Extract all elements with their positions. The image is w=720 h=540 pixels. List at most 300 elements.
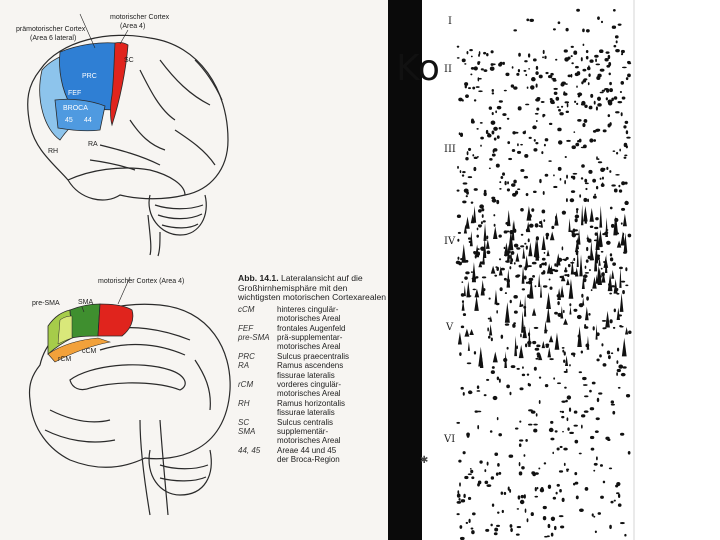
cell-body: [473, 167, 476, 171]
cell-body: [483, 52, 486, 55]
cell-body: [537, 355, 541, 358]
cell-body: [534, 327, 539, 329]
cell-body: [574, 425, 578, 427]
cell-body: [611, 184, 615, 186]
cell-body: [497, 377, 499, 381]
cell-body: [482, 276, 486, 278]
cell-body: [595, 430, 599, 433]
cell-body: [536, 120, 538, 122]
cell-body: [614, 500, 616, 502]
cell-body: [516, 247, 520, 249]
cell-body: [581, 294, 583, 298]
cell-body: [608, 355, 611, 359]
cell-body: [519, 421, 521, 423]
cell-body: [472, 512, 476, 515]
cell-body: [487, 134, 491, 138]
cell-body: [533, 58, 537, 61]
cell-body: [528, 332, 530, 336]
cell-body: [487, 462, 489, 466]
cell-body: [527, 265, 531, 267]
cell-body: [571, 55, 573, 57]
cell-body: [617, 348, 619, 352]
cell-body: [520, 333, 522, 337]
cell-body: [584, 410, 589, 413]
cell-body: [611, 400, 614, 403]
cell-body: [545, 174, 549, 177]
cell-body: [476, 86, 480, 88]
cell-body: [524, 176, 528, 179]
cell-body: [567, 395, 571, 399]
cell-body: [573, 483, 575, 486]
cell-body: [620, 522, 625, 524]
cell-body: [583, 198, 587, 202]
cell-body: [573, 173, 578, 175]
cell-body: [513, 86, 517, 89]
cell-body: [562, 431, 564, 433]
cell-body: [552, 269, 556, 271]
cell-body: [474, 99, 476, 101]
cell-body: [556, 492, 558, 495]
cell-body: [518, 495, 521, 499]
cell-body: [583, 44, 585, 46]
label-sma: SMA: [78, 299, 94, 306]
cell-body: [505, 222, 509, 225]
cell-body: [481, 208, 484, 211]
cell-body: [507, 347, 509, 350]
cell-body: [481, 221, 483, 224]
medial-brainstem: [140, 420, 168, 515]
cell-body: [562, 347, 565, 349]
cell-body: [596, 186, 598, 190]
cell-body: [464, 276, 468, 279]
glossary-term: PRC: [238, 351, 255, 361]
cell-body: [559, 112, 563, 115]
cell-body: [611, 404, 615, 406]
cell-body: [526, 19, 529, 22]
cell-body: [494, 137, 497, 140]
label-rh: RH: [48, 148, 59, 155]
cell-body: [628, 451, 631, 455]
cell-body: [504, 251, 508, 254]
glossary-definition: motorisches Areal: [277, 314, 341, 324]
cell-body: [567, 274, 569, 277]
cell-body: [500, 287, 503, 291]
cell-body: [617, 369, 621, 372]
cell-body: [578, 334, 581, 337]
cell-body: [583, 384, 588, 386]
cell-body: [595, 58, 597, 62]
cell-body: [628, 234, 632, 238]
cell-body: [542, 56, 544, 58]
cell-body: [550, 438, 554, 441]
layer-label-vi: VI: [444, 434, 456, 445]
cell-body: [525, 104, 529, 106]
cell-body: [544, 56, 546, 59]
cell-body: [487, 327, 489, 331]
cell-body: [471, 530, 475, 534]
medial-cerebellum: [149, 450, 211, 495]
cell-body: [543, 50, 545, 54]
cell-body: [524, 154, 528, 158]
cell-body: [521, 234, 524, 236]
cell-body: [614, 96, 618, 100]
glossary-term: [238, 389, 275, 398]
cell-body: [499, 258, 501, 260]
cell-body: [612, 26, 616, 29]
cell-body: [577, 71, 581, 75]
cell-body: [565, 83, 568, 85]
glossary-definition: Areae 44 und 45: [277, 445, 337, 455]
cell-body: [575, 218, 578, 222]
cell-body: [554, 312, 558, 315]
cell-body: [614, 218, 618, 222]
cell-body: [618, 503, 622, 507]
cell-body: [585, 266, 587, 269]
cell-body: [520, 500, 525, 504]
cell-body: [491, 63, 494, 66]
cell-body: [584, 395, 588, 397]
cell-body: [578, 95, 581, 97]
cell-body: [618, 364, 623, 368]
cell-body: [601, 184, 605, 187]
cell-body: [622, 96, 626, 99]
cell-body: [561, 106, 563, 108]
cell-body: [581, 177, 583, 179]
cell-body: [594, 463, 598, 466]
cell-body: [585, 183, 589, 185]
cell-body: [468, 148, 471, 151]
cell-body: [478, 54, 480, 57]
cell-body: [612, 262, 616, 265]
cell-body: [524, 60, 527, 62]
cell-body: [589, 59, 593, 63]
cell-body: [595, 232, 598, 235]
cell-body: [520, 208, 524, 212]
cell-body: [626, 137, 630, 139]
cell-body: [598, 512, 601, 515]
cell-body: [588, 73, 590, 77]
cell-body: [484, 394, 487, 396]
cell-body: [489, 297, 491, 299]
glossary-term: [238, 314, 275, 323]
cell-body: [558, 109, 561, 112]
cell-body: [583, 145, 587, 149]
cell-body: [462, 59, 466, 63]
cell-body: [610, 207, 613, 210]
cell-body: [625, 285, 628, 287]
cell-body: [496, 525, 500, 527]
cell-body: [486, 379, 489, 381]
cell-body: [479, 204, 484, 208]
cell-body: [553, 88, 557, 90]
cell-body: [621, 208, 625, 211]
cell-body: [490, 67, 495, 71]
cell-body: [582, 69, 586, 72]
cell-body: [553, 186, 557, 188]
cell-body: [566, 175, 568, 179]
cell-body: [625, 182, 628, 185]
cell-body: [616, 360, 618, 364]
cell-body: [524, 276, 527, 280]
cell-body: [579, 509, 584, 512]
cell-body: [615, 174, 619, 176]
cell-body: [549, 279, 551, 281]
glossary-definition: motorisches Areal: [277, 436, 341, 446]
cell-body: [595, 531, 597, 534]
cell-body: [600, 496, 604, 499]
cell-body: [584, 278, 587, 281]
cell-body: [584, 326, 588, 329]
cell-body: [565, 267, 567, 271]
cell-body: [610, 257, 613, 261]
glossary-term: [238, 342, 275, 351]
cell-body: [541, 101, 545, 103]
cell-body: [557, 448, 560, 451]
cell-body: [603, 363, 607, 367]
cell-body: [626, 130, 628, 134]
label-prc: PRC: [82, 73, 97, 80]
cell-body: [575, 440, 579, 444]
cell-body: [478, 209, 482, 213]
cell-body: [617, 101, 622, 103]
cell-body: [535, 285, 537, 287]
label-motor-area-top: (Area 4): [120, 23, 146, 30]
label-ra: RA: [88, 141, 98, 148]
cell-body: [601, 272, 605, 276]
layer-label-v: V: [446, 322, 454, 333]
cell-body: [504, 278, 506, 280]
cell-body: [457, 493, 461, 497]
cell-body: [560, 178, 562, 181]
cell-body: [551, 226, 554, 229]
cell-body: [458, 262, 462, 266]
cell-body: [467, 51, 469, 54]
cell-body: [470, 73, 472, 75]
cell-body: [563, 360, 565, 363]
cell-body: [512, 193, 517, 197]
cell-body: [477, 425, 479, 429]
cell-body: [621, 112, 623, 116]
cell-body: [616, 40, 618, 43]
cell-body: [612, 411, 615, 415]
caption-text: Lateralansicht auf die Großhirnhemisphäre mit den wichtigsten motorischen Cortexarealen: [238, 273, 387, 303]
cell-body: [508, 158, 512, 160]
cell-body: [523, 327, 526, 329]
cell-body: [497, 463, 500, 467]
cell-body: [616, 482, 620, 486]
glossary-definition: fissurae lateralis: [277, 408, 335, 418]
cell-body: [597, 398, 599, 402]
cell-body: [564, 180, 566, 184]
abbreviation-glossary: [238, 305, 388, 465]
cell-body: [478, 77, 480, 81]
cell-body: [507, 141, 510, 144]
cell-body: [554, 526, 557, 530]
cell-body: [499, 100, 503, 102]
cell-body: [492, 366, 495, 369]
glossary-term: RH: [238, 398, 250, 408]
cell-body: [560, 446, 563, 448]
cell-body: [532, 275, 535, 278]
cell-body: [509, 392, 511, 395]
cell-body: [465, 260, 468, 263]
cell-body: [609, 82, 612, 85]
cell-body: [548, 160, 551, 162]
cell-body: [481, 68, 484, 70]
cell-body: [539, 225, 541, 227]
cell-body: [528, 384, 531, 387]
cell-body: [470, 468, 472, 470]
cell-body: [477, 62, 480, 65]
cell-body: [531, 512, 534, 516]
cell-body: [494, 453, 498, 456]
cell-body: [492, 131, 495, 135]
cell-body: [464, 476, 468, 479]
cell-body: [566, 140, 571, 142]
cell-body: [558, 313, 562, 317]
cell-body: [562, 246, 564, 250]
cell-body: [461, 499, 465, 502]
cell-body: [592, 179, 596, 183]
cell-body: [614, 308, 616, 312]
cell-body: [570, 198, 575, 202]
cell-body: [511, 183, 516, 187]
cell-body: [532, 341, 536, 344]
cell-body: [558, 140, 562, 144]
cell-body: [582, 29, 585, 33]
cell-body: [491, 121, 496, 125]
glossary-term: 44, 45: [238, 445, 261, 455]
cell-body: [564, 351, 566, 355]
cell-body: [574, 101, 576, 103]
cell-body: [550, 287, 553, 290]
cell-body: [522, 366, 524, 369]
cell-body: [571, 353, 576, 356]
cell-body: [593, 326, 595, 330]
cell-body: [611, 224, 614, 228]
cell-body: [529, 137, 532, 139]
cell-body: [498, 433, 502, 436]
cell-body: [490, 524, 492, 527]
cell-body: [507, 188, 510, 191]
cell-body: [514, 244, 518, 248]
cell-body: [519, 443, 522, 447]
cell-body: [606, 167, 608, 170]
label-pre-sma: pre-SMA: [32, 300, 60, 307]
cell-body: [579, 303, 584, 307]
cell-body: [496, 200, 499, 204]
cell-body: [468, 519, 470, 523]
cell-body: [527, 373, 529, 375]
cell-body: [577, 315, 582, 319]
cell-body: [602, 177, 604, 180]
cell-body: [584, 105, 587, 108]
cell-body: [615, 49, 620, 52]
glossary-term: [238, 371, 275, 380]
cell-body: [464, 82, 468, 86]
cell-body: [569, 303, 571, 306]
cell-body: [498, 235, 501, 238]
cell-body: [560, 526, 564, 529]
cell-body: [535, 71, 538, 75]
cell-body: [573, 51, 577, 55]
glossary-definition: supplementär-: [277, 427, 329, 437]
cell-body: [621, 281, 625, 283]
cell-body: [548, 351, 550, 353]
cell-body: [495, 110, 497, 113]
cell-body: [527, 518, 529, 522]
cell-body: [537, 345, 539, 347]
cell-body: [616, 492, 619, 494]
cell-body: [609, 319, 612, 323]
cell-body: [617, 314, 622, 316]
glossary-term: pre-SMA: [238, 333, 270, 342]
glossary-term: [238, 408, 275, 417]
cell-body: [512, 66, 514, 69]
cell-body: [544, 536, 548, 538]
glossary-term: rCM: [238, 380, 254, 390]
cell-body: [467, 151, 469, 155]
cell-body: [562, 211, 566, 215]
cell-body: [581, 425, 583, 429]
cell-body: [521, 304, 523, 307]
cell-body: [528, 68, 530, 70]
cell-body: [549, 123, 552, 125]
cell-body: [626, 394, 630, 397]
cell-body: [610, 501, 613, 504]
cerebellum: [149, 195, 206, 235]
label-motor-cortex-medial: motorischer Cortex (Area 4): [98, 278, 185, 285]
cell-body: [599, 49, 604, 53]
cell-body: [479, 78, 482, 80]
cell-body: [588, 313, 590, 316]
cell-body: [554, 92, 558, 95]
cell-body: [568, 264, 571, 267]
cell-body: [613, 45, 616, 48]
cell-body: [533, 429, 537, 433]
cell-body: [576, 9, 580, 12]
cell-body: [536, 66, 538, 70]
cell-body: [564, 259, 567, 262]
cell-body: [573, 131, 575, 133]
cell-body: [463, 182, 468, 184]
cell-body: [458, 498, 460, 501]
cell-body: [621, 181, 625, 185]
cell-body: [496, 472, 499, 475]
cell-body: [463, 313, 466, 316]
cell-body: [614, 189, 618, 193]
cell-body: [461, 325, 464, 328]
cell-body: [496, 164, 500, 168]
cell-body: [612, 150, 615, 152]
cell-body: [478, 224, 482, 227]
temporal-lobe: [68, 168, 185, 195]
cell-body: [564, 49, 568, 52]
cell-body: [499, 188, 501, 190]
cell-body: [586, 247, 588, 251]
glossary-term: [238, 436, 275, 445]
cell-body: [600, 178, 602, 180]
cell-body: [582, 123, 585, 127]
cell-body: [467, 295, 471, 297]
cell-body: [535, 223, 539, 227]
cell-body: [468, 390, 472, 394]
cell-body: [517, 526, 522, 528]
cell-body: [497, 106, 502, 110]
cell-body: [588, 240, 590, 242]
cell-body: [606, 241, 611, 245]
cell-body: [486, 53, 488, 56]
